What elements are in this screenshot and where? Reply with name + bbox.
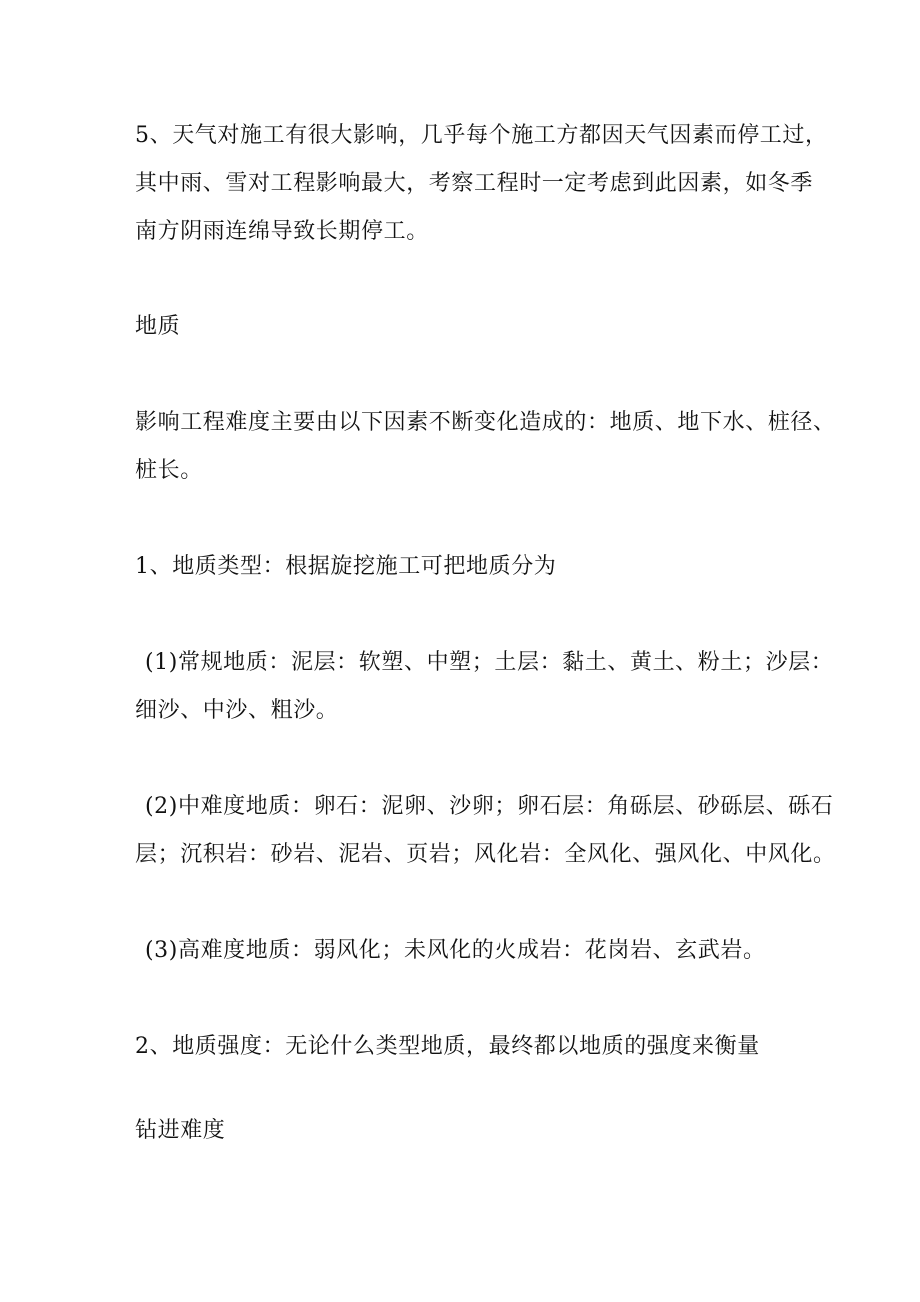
subitem-regular-line-1: (1)常规地质：泥层：软塑、中塑；土层：黏土、黄土、粉土；沙层： bbox=[145, 650, 834, 675]
subitem-regular-line-2: 细沙、中沙、粗沙。 bbox=[135, 698, 339, 723]
item-geology-type: 1、地质类型：根据旋挖施工可把地质分为 bbox=[135, 554, 557, 579]
paragraph-weather-line-2: 其中雨、雪对工程影响最大，考察工程时一定考虑到此因素，如冬季 bbox=[135, 171, 814, 196]
paragraph-difficulty-line-2: 桩长。 bbox=[135, 458, 203, 483]
heading-drilling-difficulty: 钻进难度 bbox=[135, 1118, 226, 1143]
paragraph-weather-line-1: 5、天气对施工有很大影响，几乎每个施工方都因天气因素而停工过， bbox=[135, 123, 828, 148]
paragraph-difficulty-line-1: 影响工程难度主要由以下因素不断变化造成的：地质、地下水、桩径、 bbox=[135, 410, 836, 435]
subitem-medium-line-2: 层；沉积岩：砂岩、泥岩、页岩；风化岩：全风化、强风化、中风化。 bbox=[135, 842, 836, 867]
subitem-medium-line-1: (2)中难度地质：卵石：泥卵、沙卵；卵石层：角砾层、砂砾层、砾石 bbox=[145, 794, 834, 819]
item-geology-strength: 2、地质强度：无论什么类型地质，最终都以地质的强度来衡量 bbox=[135, 1034, 760, 1059]
section-heading-geology: 地质 bbox=[135, 314, 181, 339]
subitem-high-difficulty: (3)高难度地质：弱风化；未风化的火成岩：花岗岩、玄武岩。 bbox=[145, 938, 766, 963]
paragraph-weather-line-3: 南方阴雨连绵导致长期停工。 bbox=[135, 219, 429, 244]
